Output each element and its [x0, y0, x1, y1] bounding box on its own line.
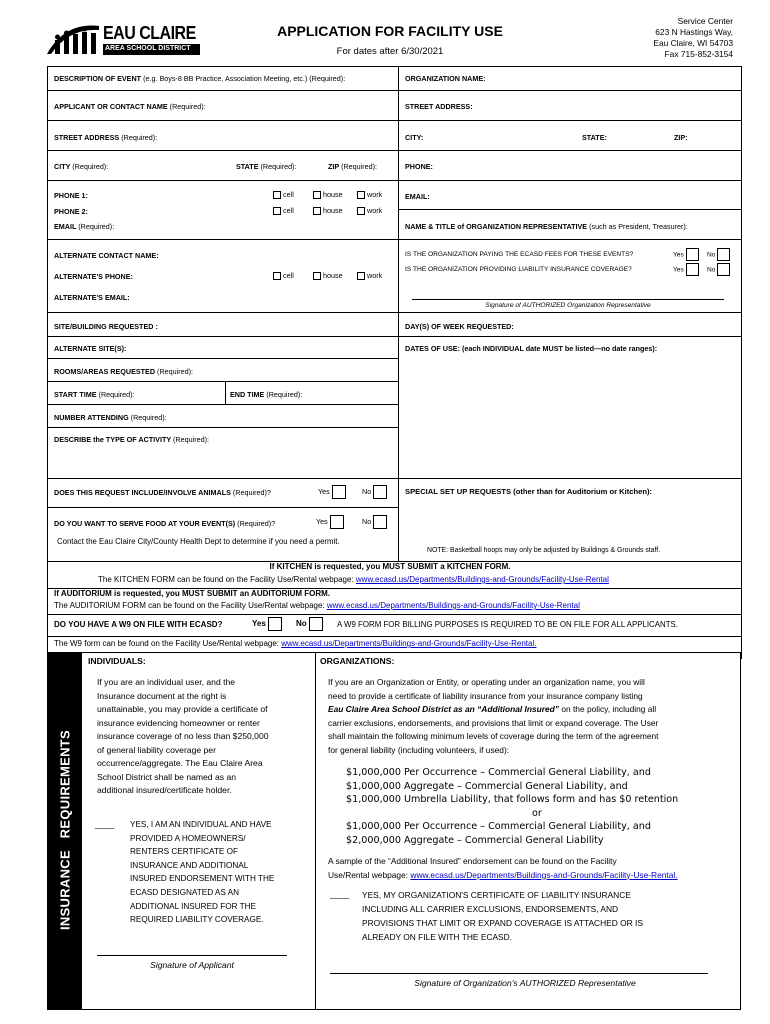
liability-question: IS THE ORGANIZATION PROVIDING LIABILITY INSURANCE COVERAGE? — [405, 266, 632, 273]
kitchen-form-link[interactable]: www.ecasd.us/Departments/Buildings-and-Grounds/Facility-Use-Rental — [355, 575, 609, 584]
service-center-address — [653, 16, 733, 60]
animals-no-option[interactable]: No — [362, 485, 387, 499]
checkbox[interactable] — [357, 272, 365, 280]
fees-no-option[interactable]: No — [707, 248, 730, 261]
alt-work-option[interactable]: work — [357, 271, 382, 280]
org-rep-label: NAME & TITLE of ORGANIZATION REPRESENTATIVE (such as President, Treasurer): — [405, 222, 688, 231]
end-time-label: END TIME (Required): — [230, 390, 303, 399]
checkbox[interactable] — [717, 248, 730, 261]
org-city-label: CITY: — [405, 133, 424, 142]
individual-blank[interactable]: ____ — [95, 819, 115, 829]
alt-cell-option[interactable]: cell — [273, 271, 294, 280]
org-rep-signature-caption: Signature of Organization's AUTHORIZED Representative — [414, 978, 636, 988]
alt-email-label: ALTERNATE'S EMAIL: — [54, 293, 130, 302]
alt-contact-label: ALTERNATE CONTACT NAME: — [54, 251, 159, 260]
address-line: Service Center — [677, 16, 733, 26]
dates-input[interactable] — [399, 337, 740, 477]
setup-input[interactable] — [399, 479, 740, 543]
checkbox[interactable] — [313, 191, 321, 199]
food-no-option[interactable]: No — [362, 515, 387, 529]
number-attending-label: NUMBER ATTENDING (Required): — [54, 413, 167, 422]
org-phone-input[interactable] — [399, 151, 740, 179]
liability-yes-option[interactable]: Yes — [673, 263, 699, 276]
organizations-heading: ORGANIZATIONS: — [320, 656, 395, 666]
alt-sites-input[interactable] — [48, 337, 397, 357]
applicant-signature-line[interactable] — [97, 955, 287, 956]
checkbox[interactable] — [373, 515, 387, 529]
checkbox[interactable] — [686, 248, 699, 261]
email-input[interactable] — [48, 219, 397, 238]
address-line: 623 N Hastings Way, — [655, 27, 733, 37]
org-city-input[interactable] — [399, 121, 740, 149]
w9-yes-option[interactable]: Yes — [252, 617, 282, 631]
activity-label: DESCRIBE the TYPE OF ACTIVITY (Required): — [54, 435, 209, 444]
w9-text: The W9 form can be found on the Facility Use/Rental webpage: www.ecasd.us/Departments/Buildings-and-Grounds/Facility-Use-Rental. — [54, 639, 537, 648]
state-label: STATE (Required): — [236, 162, 297, 171]
individuals-heading: INDIVIDUALS: — [88, 656, 146, 666]
days-input[interactable] — [399, 313, 740, 335]
org-street-input[interactable] — [399, 91, 740, 119]
alt-phone-label: ALTERNATE'S PHONE: — [54, 272, 133, 281]
w9-form-link[interactable]: www.ecasd.us/Departments/Buildings-and-Grounds/Facility-Use-Rental. — [281, 639, 537, 648]
phone2-label: PHONE 2: — [54, 207, 88, 216]
start-time-label: START TIME (Required): — [54, 390, 135, 399]
address-line: Fax 715-852-3154 — [664, 49, 733, 59]
start-time-input[interactable] — [48, 382, 224, 403]
org-state-label: STATE: — [582, 133, 607, 142]
org-email-label: EMAIL: — [405, 192, 430, 201]
phone2-work-option[interactable]: work — [357, 206, 382, 215]
rooms-input[interactable] — [48, 359, 397, 380]
days-label: DAY(S) OF WEEK REQUESTED: — [405, 322, 514, 331]
alt-email-input[interactable] — [48, 288, 397, 310]
checkbox[interactable] — [273, 272, 281, 280]
kitchen-text: The KITCHEN FORM can be found on the Facility Use/Rental webpage: www.ecasd.us/Departments/Buildings-and-Grounds/Facility-Use-Rental — [98, 575, 609, 584]
kitchen-title: If KITCHEN is requested, you MUST SUBMIT a KITCHEN FORM. — [269, 562, 511, 571]
individual-confirmation: YES, I AM AN INDIVIDUAL AND HAVE PROVIDED A HOMEOWNERS/ RENTERS CERTIFICATE OF INSURANCE AND ADDITIONAL INSURED ENDORSEMENT WITH THE ECASD DESIGNATED AS AN ADDITIONAL INSURED FOR THE REQUIRED LIABILITY COVERAGE. — [130, 820, 275, 925]
animals-yes-option[interactable]: Yes — [318, 485, 346, 499]
org-signature-line[interactable] — [412, 299, 724, 300]
description-input[interactable] — [48, 67, 397, 89]
insurance-side-label: INSURANCE REQUIREMENTS — [57, 729, 73, 931]
checkbox[interactable] — [357, 207, 365, 215]
org-name-input[interactable] — [399, 67, 740, 89]
alt-sites-label: ALTERNATE SITE(S): — [54, 344, 127, 353]
page-subtitle: For dates after 6/30/2021 — [336, 46, 444, 57]
dates-label: DATES OF USE: (each INDIVIDUAL date MUST be listed—no date ranges): — [405, 344, 658, 353]
w9-no-option[interactable]: No — [296, 617, 323, 631]
phone1-cell-option[interactable]: cell — [273, 190, 294, 199]
basketball-note: NOTE: Basketball hoops may only be adjusted by Buildings & Grounds staff. — [427, 547, 661, 554]
logo-subtext: AREA SCHOOL DISTRICT — [105, 45, 191, 52]
street-input[interactable] — [48, 121, 397, 149]
organizations-text: If you are an Organization or Entity, or operating under an organization name, you will need to provide a certificate of liability insurance from your insurance company listing Eau Claire Area School District as an “Additional Insured” on the policy, including all carrier exclusions, endorsements, and provisions that limit or expand coverage. The User shall maintain the following minimum levels of coverage during the term of the agreement for general liability (including volunteers, if used): — [328, 677, 659, 755]
number-attending-input[interactable] — [48, 405, 397, 426]
w9-note: A W9 FORM FOR BILLING PURPOSES IS REQUIRED TO BE ON FILE FOR ALL APPLICANTS. — [337, 620, 678, 629]
individuals-text: If you are an individual user, and the Insurance document at the right is unattainable, you may provide a certificate of insurance evidencing homeowner or renter insurance coverage of no less than $250,000 of general liability coverage per occurrence/aggregate. The Eau Claire Area School District shall be named as an additional insured/certificate holder. — [97, 677, 269, 795]
description-label: DESCRIPTION OF EVENT (e.g. Boys-8 BB Practice, Association Meeting, etc.) (Required): — [54, 74, 346, 83]
site-label: SITE/BUILDING REQUESTED : — [54, 322, 158, 331]
logo-text: EAU CLAIRE — [103, 24, 196, 44]
org-phone-label: PHONE: — [405, 162, 433, 171]
liability-no-option[interactable]: No — [707, 263, 730, 276]
activity-input[interactable] — [48, 428, 397, 477]
org-zip-label: ZIP: — [674, 133, 688, 142]
email-label: EMAIL (Required): — [54, 222, 115, 231]
org-signature-caption: Signature of AUTHORIZED Organization Representative — [485, 302, 651, 309]
city-input[interactable] — [48, 151, 397, 179]
checkbox[interactable] — [273, 191, 281, 199]
address-line: Eau Claire, WI 54703 — [653, 38, 733, 48]
setup-label: SPECIAL SET UP REQUESTS (other than for Auditorium or Kitchen): — [405, 487, 653, 496]
checkbox[interactable] — [332, 485, 346, 499]
phone2-house-option[interactable]: house — [313, 206, 343, 215]
org-blank[interactable]: ____ — [330, 889, 350, 899]
checkbox[interactable] — [313, 207, 321, 215]
health-dept-note: Contact the Eau Claire City/County Health Dept to determine if you need a permit. — [57, 537, 340, 546]
phone1-house-option[interactable]: house — [313, 190, 343, 199]
phone2-cell-option[interactable]: cell — [273, 206, 294, 215]
checkbox[interactable] — [330, 515, 344, 529]
food-question: DO YOU WANT TO SERVE FOOD AT YOUR EVENT(S) (Required)? — [54, 519, 276, 528]
coverage-list: $1,000,000 Per Occurrence – Commercial General Liability, and $1,000,000 Aggregate – Commercial General Liability, and $1,000,000 Umbrella Liability, that follows form and has $0 retention or $1,000,000 Per Occurrence – Commercial General Liability, and $2,000,000 Aggregate – Commercial General Liability — [346, 767, 679, 846]
checkbox[interactable] — [273, 207, 281, 215]
applicant-input[interactable] — [48, 91, 397, 119]
phone2-input[interactable] — [48, 204, 258, 218]
org-rep-input[interactable] — [399, 210, 740, 238]
phone1-work-option[interactable]: work — [357, 190, 382, 199]
org-email-input[interactable] — [399, 181, 740, 208]
endorsement-link[interactable]: www.ecasd.us/Departments/Buildings-and-Grounds/Facility-Use-Rental. — [410, 869, 678, 880]
food-yes-option[interactable]: Yes — [316, 515, 344, 529]
org-street-label: STREET ADDRESS: — [405, 102, 473, 111]
checkbox[interactable] — [717, 263, 730, 276]
phone1-label: PHONE 1: — [54, 191, 88, 200]
end-time-input[interactable] — [226, 382, 397, 403]
org-name-label: ORGANIZATION NAME: — [405, 74, 486, 83]
phone1-input[interactable] — [48, 184, 258, 204]
org-confirmation: YES, MY ORGANIZATION'S CERTIFICATE OF LIABILITY INSURANCE INCLUDING ALL CARRIER EXCLUSIONS, ENDORSEMENTS, AND PROVISIONS THAT LIMIT OR EXPAND COVERAGE IS ATTACHED OR IS ALREADY ON FILE WITH THE ECASD. — [362, 890, 643, 942]
site-input[interactable] — [48, 313, 397, 335]
zip-label: ZIP (Required): — [328, 162, 378, 171]
applicant-label: APPLICANT OR CONTACT NAME (Required): — [54, 102, 206, 111]
rooms-label: ROOMS/AREAS REQUESTED (Required): — [54, 367, 193, 376]
alt-contact-input[interactable] — [48, 244, 397, 264]
animals-question: DOES THIS REQUEST INCLUDE/INVOLVE ANIMALS (Required)? — [54, 488, 271, 497]
fees-yes-option[interactable]: Yes — [673, 248, 699, 261]
city-label: CITY (Required): — [54, 162, 109, 171]
checkbox[interactable] — [313, 272, 321, 280]
page-title: APPLICATION FOR FACILITY USE — [277, 23, 503, 39]
checkbox[interactable] — [357, 191, 365, 199]
checkbox[interactable] — [309, 617, 323, 631]
fees-question: IS THE ORGANIZATION PAYING THE ECASD FEES FOR THESE EVENTS? — [405, 251, 634, 258]
applicant-signature-caption: Signature of Applicant — [150, 960, 234, 970]
w9-question: DO YOU HAVE A W9 ON FILE WITH ECASD? — [54, 620, 223, 629]
auditorium-form-link[interactable]: www.ecasd.us/Departments/Buildings-and-Grounds/Facility-Use-Rental — [326, 601, 580, 610]
checkbox[interactable] — [686, 263, 699, 276]
auditorium-title: If AUDITORIUM is requested, you MUST SUBMIT an AUDITORIUM FORM. — [54, 589, 331, 598]
alt-phone-input[interactable] — [48, 266, 258, 286]
checkbox[interactable] — [373, 485, 387, 499]
auditorium-text: The AUDITORIUM FORM can be found on the Facility Use/Rental webpage: www.ecasd.us/Departments/Buildings-and-Grounds/Facility-Use-Rental — [54, 601, 580, 610]
alt-house-option[interactable]: house — [313, 271, 343, 280]
org-rep-signature-line[interactable] — [330, 973, 708, 974]
sample-endorsement-text: A sample of the “Additional Insured” endorsement can be found on the Facility Use/Rental webpage: www.ecasd.us/Departments/Buildings-and-Grounds/Facility-Use-Rental. — [328, 856, 678, 880]
street-label: STREET ADDRESS (Required): — [54, 133, 158, 142]
checkbox[interactable] — [268, 617, 282, 631]
